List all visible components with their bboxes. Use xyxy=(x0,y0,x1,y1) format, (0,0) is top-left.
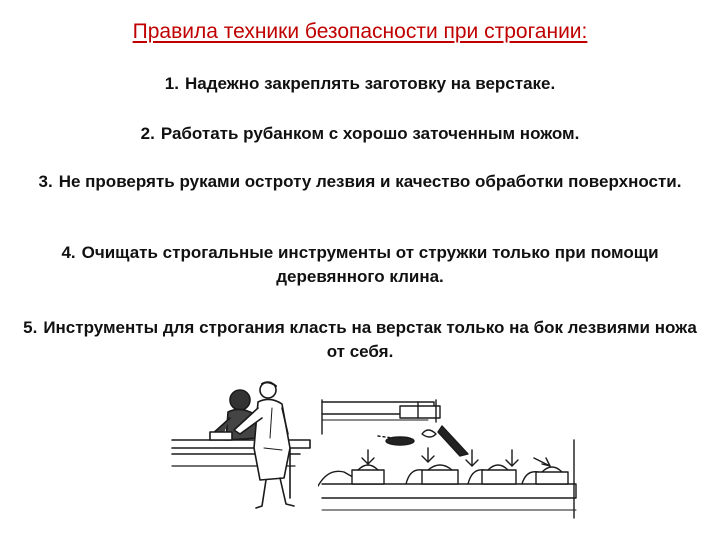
rule-number: 3. xyxy=(38,172,53,191)
rule-text: Не проверять руками остроту лезвия и качество обработки поверхности. xyxy=(58,172,682,191)
rule-1 xyxy=(20,72,700,96)
page-title: Правила техники безопасности при строгании: xyxy=(132,20,588,43)
planing-sequence-illustration xyxy=(318,380,580,530)
rule-5 xyxy=(20,316,700,364)
rule-text: Очищать строгальные инструменты от стружки только при помощи деревянного клина. xyxy=(81,243,659,286)
rule-4 xyxy=(20,241,700,289)
rule-number: 4. xyxy=(61,243,76,262)
rule-text: Работать рубанком с хорошо заточенным ножом. xyxy=(160,124,580,143)
rule-text: Надежно закреплять заготовку на верстаке. xyxy=(184,74,556,93)
rule-text: Инструменты для строгания класть на верстак только на бок лезвиями ножа от себя. xyxy=(43,318,697,361)
rule-number: 5. xyxy=(23,318,38,337)
workbench-workers-illustration xyxy=(170,378,315,513)
rule-3 xyxy=(20,170,700,194)
rule-2 xyxy=(20,122,700,146)
rule-number: 1. xyxy=(164,74,179,93)
rule-number: 2. xyxy=(140,124,155,143)
